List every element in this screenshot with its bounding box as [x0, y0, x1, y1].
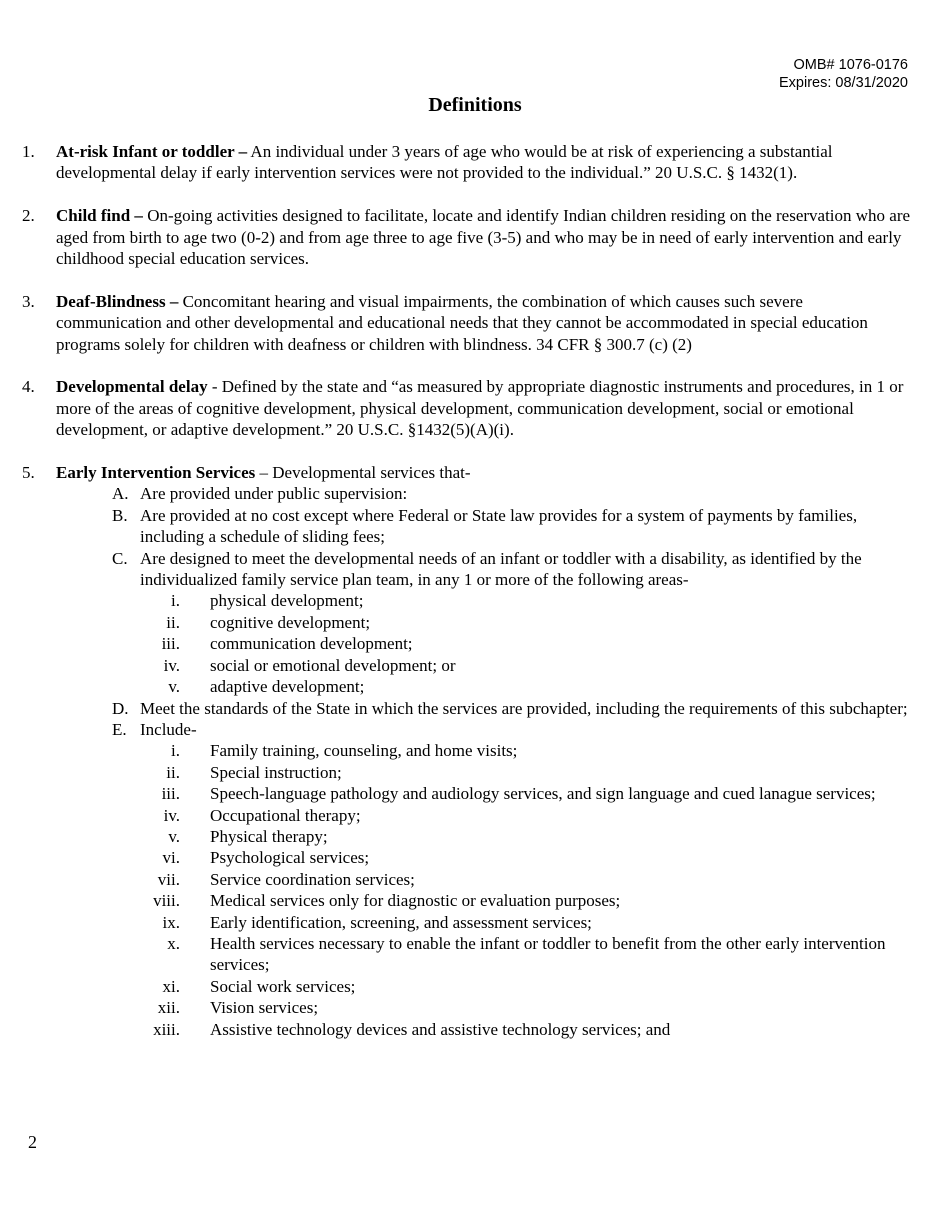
sub-item-label: C. — [112, 548, 128, 568]
sub-item — [22, 698, 912, 719]
roman-item-text: Assistive technology devices and assistive technology services; and — [210, 1019, 671, 1039]
definition-number: 5. — [22, 463, 35, 483]
definition-item — [22, 291, 912, 355]
definition-text: Concomitant hearing and visual impairments, the combination of which causes such severe communication and other developmental and educational needs that they cannot be accommodated in special education programs solely for children with deafness or children with blindness. 34 CFR § 300.7 (c) (2) — [56, 291, 868, 354]
roman-numeral: xiii. — [153, 1019, 180, 1039]
roman-numeral: ix. — [162, 912, 180, 932]
omb-header — [779, 56, 908, 92]
roman-item-text: communication development; — [210, 634, 413, 654]
roman-numeral: v. — [168, 826, 180, 846]
sub-item — [22, 548, 912, 591]
roman-item — [22, 933, 912, 976]
roman-item — [22, 762, 912, 783]
roman-item-text: adaptive development; — [210, 677, 365, 697]
roman-item-text: Health services necessary to enable the infant or toddler to benefit from the other early intervention services; — [210, 933, 886, 975]
roman-item-text: Service coordination services; — [210, 869, 415, 889]
roman-item-text: physical development; — [210, 591, 364, 611]
definition-number: 4. — [22, 377, 35, 397]
definition-term: Developmental delay — [56, 377, 208, 397]
definition-number: 1. — [22, 142, 35, 161]
definition-item — [22, 376, 912, 440]
roman-numeral: xii. — [157, 998, 180, 1018]
definition-item — [22, 141, 912, 184]
roman-item-text: social or emotional development; or — [210, 655, 456, 675]
definition-text: On-going activities designed to facilitate, locate and identify Indian children residing on the reservation who are aged from birth to age two (0-2) and from age three to age five (3-5) and who may be in need of early intervention and early childhood special education services. — [56, 206, 911, 269]
roman-item — [22, 912, 912, 933]
roman-item — [22, 805, 912, 826]
definition-number: 2. — [22, 206, 35, 226]
sub-item-label: A. — [112, 484, 129, 504]
roman-item — [22, 590, 912, 611]
omb-number: OMB# 1076-0176 — [793, 57, 908, 73]
sub-item-text: Are provided under public supervision: — [140, 484, 408, 504]
roman-item — [22, 740, 912, 761]
roman-numeral: v. — [168, 677, 180, 697]
roman-numeral: ii. — [166, 762, 180, 782]
roman-item — [22, 783, 912, 804]
roman-item-text: Family training, counseling, and home visits; — [210, 741, 518, 761]
definition-term: Child find – — [56, 206, 143, 226]
roman-numeral: viii. — [153, 891, 180, 911]
roman-numeral: vii. — [157, 869, 180, 889]
roman-item — [22, 997, 912, 1018]
definition-term: Deaf-Blindness – — [56, 291, 179, 311]
roman-item-text: Early identification, screening, and assessment services; — [210, 912, 592, 932]
roman-list — [22, 590, 912, 697]
roman-item-text: Occupational therapy; — [210, 805, 361, 825]
definition-text: - Defined by the state and “as measured by appropriate diagnostic instruments and procedures, in 1 or more of the areas of cognitive development, physical development, communication development, social or emotional development, or adaptive development.” 20 U.S.C. §1432(5)(A)(i). — [56, 377, 904, 440]
page-title: Definitions — [428, 94, 522, 116]
roman-numeral: x. — [167, 933, 180, 953]
roman-item-text: Vision services; — [210, 998, 319, 1018]
roman-numeral: vi. — [162, 848, 180, 868]
sub-item-text: Meet the standards of the State in which the services are provided, including the requirements of this subchapter; — [140, 698, 908, 718]
roman-numeral: iv. — [163, 805, 180, 825]
roman-item — [22, 826, 912, 847]
roman-item — [22, 847, 912, 868]
roman-item-text: Special instruction; — [210, 762, 342, 782]
roman-item-text: Psychological services; — [210, 848, 370, 868]
roman-item-text: cognitive development; — [210, 612, 371, 632]
roman-item — [22, 633, 912, 654]
definition-term: Early Intervention Services — [56, 463, 256, 483]
roman-numeral: i. — [171, 591, 180, 611]
sub-item — [22, 505, 912, 548]
sub-item-text: Include- — [140, 719, 197, 739]
roman-item — [22, 869, 912, 890]
sub-item-text: Are provided at no cost except where Federal or State law provides for a system of payments by families, including a schedule of sliding fees; — [140, 505, 858, 547]
sub-item-label: E. — [112, 719, 127, 739]
definition-item — [22, 462, 912, 483]
roman-item-text: Social work services; — [210, 976, 356, 996]
definition-item — [22, 205, 912, 269]
roman-list — [22, 740, 912, 1040]
roman-item — [22, 1019, 912, 1040]
roman-item-text: Medical services only for diagnostic or evaluation purposes; — [210, 891, 621, 911]
roman-item — [22, 612, 912, 633]
roman-numeral: ii. — [166, 612, 180, 632]
roman-numeral: iii. — [161, 634, 180, 654]
ei-services-sublist — [22, 483, 912, 1040]
roman-item — [22, 676, 912, 697]
sub-item-label: D. — [112, 698, 129, 718]
sub-item — [22, 719, 912, 740]
definition-number: 3. — [22, 291, 35, 311]
definition-text: An individual under 3 years of age who would be at risk of experiencing a substantial developmental delay if early intervention services were not provided to the individual.” 20 U.S.C. § 1432(1). — [56, 142, 833, 183]
roman-numeral: iii. — [161, 784, 180, 804]
definition-text: – Developmental services that- — [255, 463, 471, 483]
roman-numeral: xi. — [162, 976, 180, 996]
roman-item — [22, 655, 912, 676]
page-number: 2 — [28, 1132, 37, 1152]
roman-item-text: Speech-language pathology and audiology services, and sign language and cued lanague services; — [210, 784, 876, 804]
sub-item — [22, 483, 912, 504]
expiration-date: Expires: 08/31/2020 — [779, 75, 908, 91]
roman-numeral: iv. — [163, 655, 180, 675]
roman-item — [22, 890, 912, 911]
definition-term: At-risk Infant or toddler – — [56, 142, 248, 161]
roman-item-text: Physical therapy; — [210, 826, 328, 846]
roman-numeral: i. — [171, 741, 180, 761]
sub-item-text: Are designed to meet the developmental needs of an infant or toddler with a disability, as identified by the individualized family service plan team, in any 1 or more of the following areas- — [140, 548, 862, 590]
sub-item-label: B. — [112, 505, 128, 525]
roman-item — [22, 976, 912, 997]
definitions-list — [22, 141, 912, 1040]
